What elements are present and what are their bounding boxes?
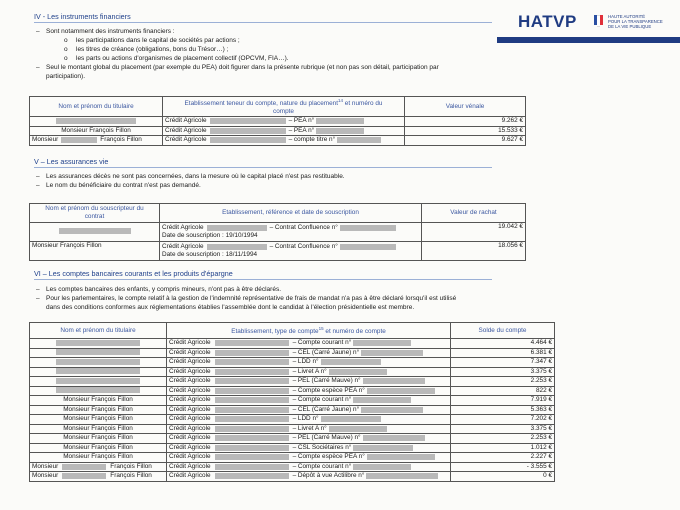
account-cell: Crédit Agricole – PEL (Carré Mauve) n° [167,434,451,444]
account-cell: Crédit Agricole – compte titre n° [163,136,405,146]
account-cell: Crédit Agricole – Compte courant n° [167,396,451,406]
balance-cell: 7.919 € [451,396,555,406]
table-row [30,424,555,434]
balance-cell: 7.347 € [451,358,555,368]
redaction-box [366,473,438,479]
holder-name-cell: Monsieur François Fillon [30,443,167,453]
redaction-box [361,407,423,413]
section-v-rule [34,167,492,168]
value-cell: 9.627 € [405,136,526,146]
redaction-box [215,350,289,356]
logo-subtitle: HAUTE AUTORITÉ POUR LA TRANSPARENCE DE LA VIE PUBLIQUE [608,14,663,30]
holder-name-cell: Monsieur François Fillon [30,415,167,425]
balance-cell: 1.012 € [451,443,555,453]
contract-cell: Crédit Agricole – Contrat Confluence n° Date de souscription : 18/11/1994 [160,242,422,261]
table-row [30,415,555,425]
section-vi-bullets [36,285,536,312]
redaction-box [210,118,286,124]
bullet-item: – Seul le montant global du placement (par exemple du PEA) doit figurer dans la présente rubrique (et non pas son détail, participation par [36,64,439,71]
sub-bullet-item: o les parts ou actions d'organismes de placement collectif (OPCVM, FIA…). [64,55,289,62]
table-row [30,396,555,406]
logo-wordmark: HATVP [518,12,577,31]
balance-cell: 5.363 € [451,405,555,415]
holder-name-cell: Monsieur François Fillon [30,434,167,444]
redaction-box [215,454,289,460]
redaction-box [321,416,381,422]
table-row [30,462,555,472]
redaction-box [215,464,289,470]
redaction-box [215,388,289,394]
balance-cell: 2.227 € [451,453,555,463]
logo-underline-bar [497,37,680,43]
redaction-box [215,378,289,384]
life-insurance-table [29,203,526,261]
table-row [30,223,526,242]
col-header-name: Nom et prénom du titulaire [30,323,167,339]
table-row [30,434,555,444]
balance-cell: 7.202 € [451,415,555,425]
account-cell: Crédit Agricole – CEL (Carré Jaune) n° [167,405,451,415]
redaction-box [215,426,289,432]
section-v-bullets [36,172,506,190]
sub-bullet-item: o les participations dans le capital de sociétés par actions ; [64,37,240,44]
bullet-item: – Pour les parlementaires, le compte relatif à la gestion de l'indemnité représentative de frais de mandat n'a pas à être déclaré lorsqu'il est utilisé [36,295,457,302]
redaction-box [367,388,435,394]
account-cell: Crédit Agricole – PEA n° [163,126,405,136]
account-cell: Crédit Agricole – CEL (Carré Jaune) n° [167,348,451,358]
account-cell: Crédit Agricole – Compte espèce PEA n° [167,386,451,396]
redaction-box [316,118,364,124]
redaction-box [207,225,267,231]
holder-name-cell: Monsieur François Fillon [30,405,167,415]
bullet-item: – Les comptes bancaires des enfants, y compris mineurs, n'ont pas à être déclarés. [36,286,281,293]
account-cell: Crédit Agricole – LDD n° [167,358,451,368]
table-row [30,126,526,136]
balance-cell: 0 € [451,472,555,482]
redaction-box [340,244,396,250]
bank-accounts-table [29,322,555,482]
col-header-etab: Etablissement teneur du compte, nature du placement$^{14}$ et numéro du compte [163,97,405,117]
balance-cell: 6.381 € [451,348,555,358]
holder-name-cell [30,358,167,368]
redaction-box [215,359,289,365]
table-row [30,136,526,146]
redaction-box [329,426,387,432]
redaction-box [337,137,381,143]
subscriber-name-cell: Monsieur François Fillon [30,242,160,261]
redaction-box [367,454,435,460]
holder-name-cell: Monsieur François Fillon [30,136,163,146]
balance-cell: 4.464 € [451,339,555,349]
holder-name-cell [30,386,167,396]
account-cell: Crédit Agricole – Compte courant n° [167,339,451,349]
holder-name-cell [30,377,167,387]
redaction-box [207,244,267,250]
redaction-box [56,387,140,393]
table-row [30,377,555,387]
balance-cell: - 3.555 € [451,462,555,472]
redaction-box [215,397,289,403]
section-iv-bullets [36,27,506,81]
section-iv-rule [34,22,492,23]
redaction-box [353,340,411,346]
redaction-box [215,445,289,451]
redaction-box [210,128,286,134]
accounts-body [30,339,555,482]
section-v-title: V – Les assurances vie [34,157,109,166]
table-row [30,443,555,453]
col-header-value: Valeur vénale [405,97,526,117]
redaction-box [56,118,136,124]
account-cell: Crédit Agricole – Compte courant n° [167,462,451,472]
col-header-value: Solde du compte [451,323,555,339]
redaction-box [321,359,381,365]
redaction-box [215,473,289,479]
redaction-box [340,225,396,231]
table-row [30,367,555,377]
holder-name-cell [30,117,163,127]
account-cell: Crédit Agricole – Livret A n° [167,424,451,434]
account-cell: Crédit Agricole – Dépôt à vue Actilibre n° [167,472,451,482]
instruments-table [29,96,526,146]
redaction-box [361,350,423,356]
section-iv-title: IV - Les instruments financiers [34,12,131,21]
table-row [30,339,555,349]
table-row [30,117,526,127]
col-header-etab: Etablissement, référence et date de souscription [160,204,422,223]
redaction-box [353,464,411,470]
section-vi-title: VI – Les comptes bancaires courants et les produits d'épargne [34,269,233,278]
bullet-item: – Les assurances décès ne sont pas concernées, dans la mesure où le capital placé n'est pas restituable. [36,173,345,180]
contract-cell: Crédit Agricole – Contrat Confluence n° Date de souscription : 19/10/1994 [160,223,422,242]
holder-name-cell: Monsieur François Fillon [30,453,167,463]
col-header-etab: Etablissement, type de compte$^{15}$ et numéro de compte [167,323,451,339]
redaction-box [316,128,364,134]
account-cell: Crédit Agricole – LDD n° [167,415,451,425]
holder-name-cell: Monsieur François Fillon [30,462,167,472]
redaction-box [59,228,131,234]
balance-cell: 3.375 € [451,367,555,377]
bullet-item-continuation: dans des conditions conformes aux réglementations établies l'assemblée dont le candidat à l'élection présidentielle est membre. [46,304,415,311]
redaction-box [210,137,286,143]
holder-name-cell: Monsieur François Fillon [30,396,167,406]
redaction-box [56,349,140,355]
redaction-box [215,369,289,375]
redaction-box [61,137,97,143]
subscriber-name-cell [30,223,160,242]
table-row [30,242,526,261]
redaction-box [215,435,289,441]
col-header-value: Valeur de rachat [422,204,526,223]
balance-cell: 2.253 € [451,434,555,444]
redaction-box [215,416,289,422]
redaction-box [56,340,140,346]
balance-cell: 3.375 € [451,424,555,434]
value-cell: 19.042 € [422,223,526,242]
table-row [30,405,555,415]
redaction-box [56,359,140,365]
holder-name-cell: Monsieur François Fillon [30,126,163,136]
redaction-box [363,435,425,441]
redaction-box [329,369,387,375]
redaction-box [353,445,413,451]
holder-name-cell [30,339,167,349]
section-vi-rule [34,279,492,280]
bullet-item: – Le nom du bénéficiaire du contrat n'est pas demandé. [36,182,201,189]
redaction-box [215,340,289,346]
value-cell: 15.533 € [405,126,526,136]
sub-bullet-item: o les titres de créance (obligations, bons du Trésor…) ; [64,46,229,53]
holder-name-cell [30,367,167,377]
col-header-name: Nom et prénom du titulaire [30,97,163,117]
holder-name-cell: Monsieur François Fillon [30,424,167,434]
col-header-subscriber: Nom et prénom du souscripteur du contrat [30,204,160,223]
account-cell: Crédit Agricole – Livret A n° [167,367,451,377]
redaction-box [363,378,425,384]
table-row [30,386,555,396]
redaction-box [215,407,289,413]
account-cell: Crédit Agricole – PEL (Carré Mauve) n° [167,377,451,387]
account-cell: Crédit Agricole – PEA n° [163,117,405,127]
balance-cell: 2.253 € [451,377,555,387]
redaction-box [353,397,411,403]
bullet-item-continuation: participation). [46,73,86,80]
balance-cell: 822 € [451,386,555,396]
value-cell: 18.056 € [422,242,526,261]
redaction-box [62,473,106,479]
redaction-box [62,464,106,470]
holder-name-cell [30,348,167,358]
table-row [30,472,555,482]
table-row [30,453,555,463]
value-cell: 9.262 € [405,117,526,127]
french-flag-icon [594,15,603,25]
table-row [30,358,555,368]
account-cell: Crédit Agricole – Compte espèce PEA n° [167,453,451,463]
redaction-box [56,368,140,374]
holder-name-cell: Monsieur François Fillon [30,472,167,482]
bullet-item: – Sont notamment des instruments financiers : [36,28,175,35]
redaction-box [56,378,140,384]
table-row [30,348,555,358]
account-cell: Crédit Agricole – CSL Sociétaires n° [167,443,451,453]
